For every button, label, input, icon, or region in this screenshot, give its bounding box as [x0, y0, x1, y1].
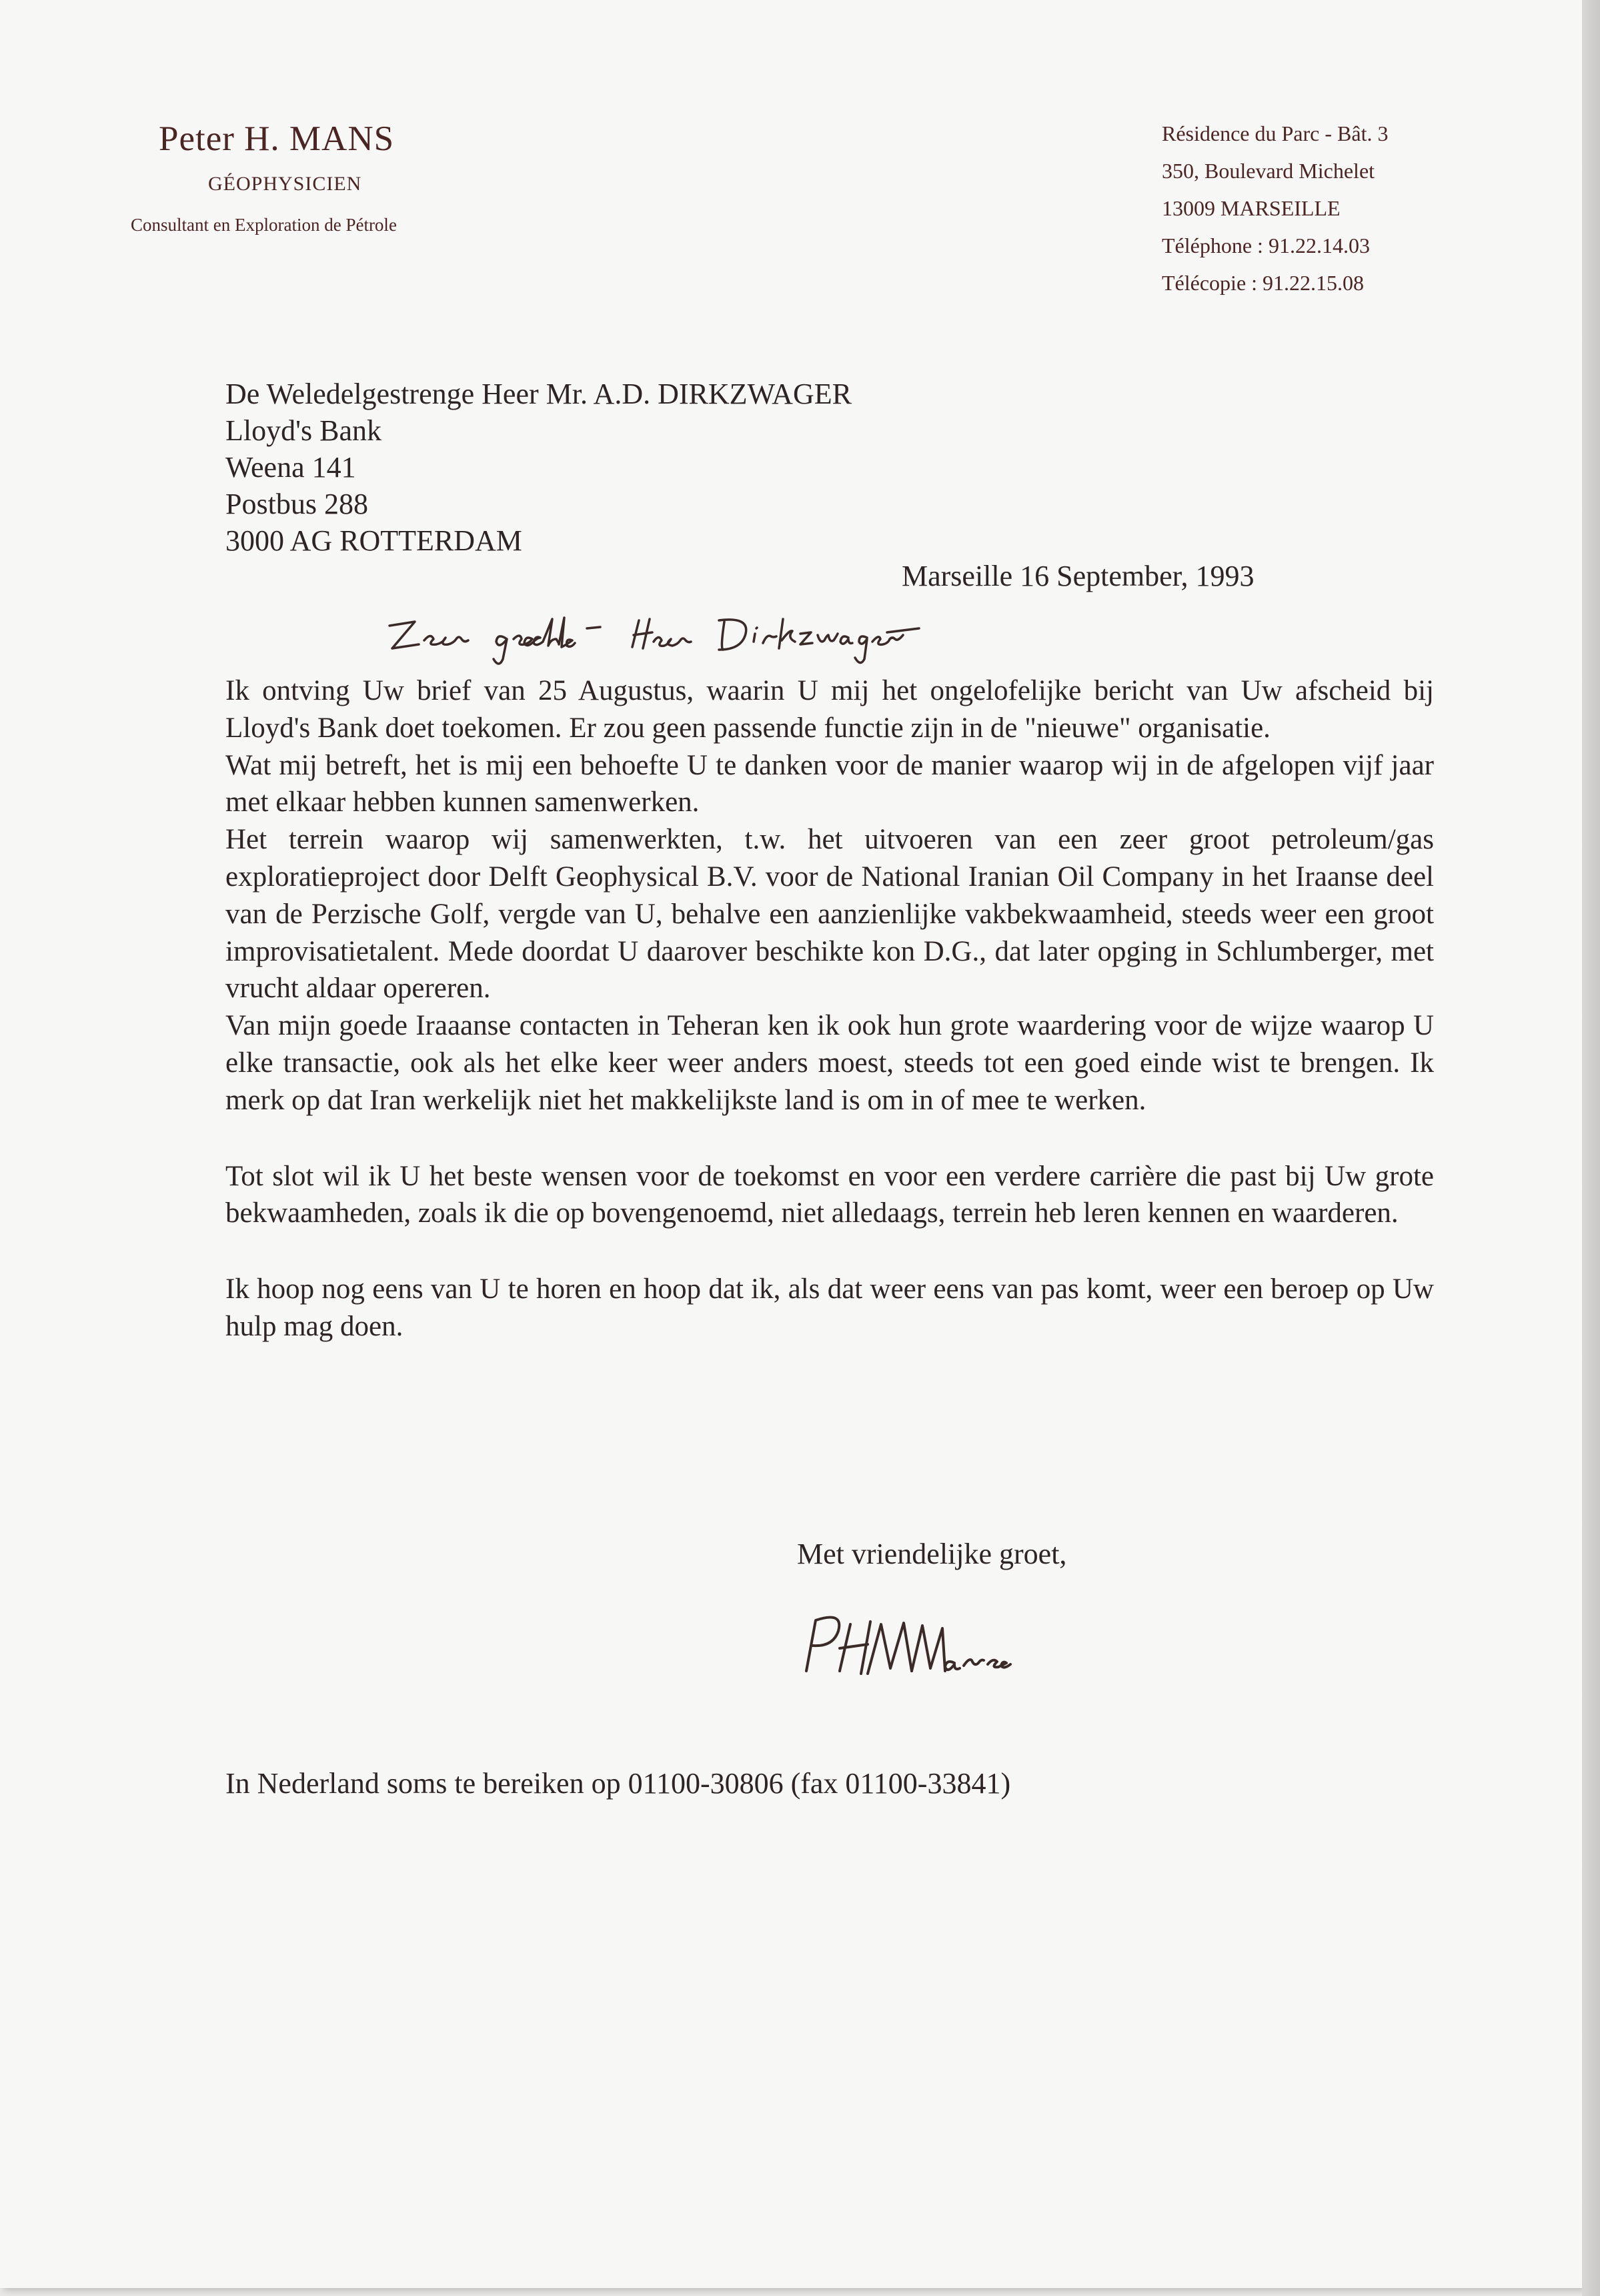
- letterhead-title: GÉOPHYSICIEN: [208, 173, 362, 195]
- recipient-line: De Weledelgestrenge Heer Mr. A.D. DIRKZWAGER: [225, 378, 852, 410]
- recipient-line: 3000 AG ROTTERDAM: [225, 524, 522, 557]
- handwritten-salutation: [385, 600, 959, 667]
- address-line: Résidence du Parc - Bât. 3: [1162, 121, 1389, 145]
- paragraph-gap: [225, 1119, 1434, 1158]
- paragraph-gap: [225, 1232, 1434, 1271]
- recipient-line: Lloyd's Bank: [225, 414, 382, 447]
- body-paragraph: Het terrein waarop wij samenwerkten, t.w. het uitvoeren van een zeer groot petroleum/gas exploratieproject door Delft Geophysical B.V. voor de National Iranian Oil Company in het Iraanse deel van de Perzische Golf, vergde van U, behalve een aanzienlijke vakbekwaamheid, steeds weer een groot improvisatietalent. Mede doordat U daarover beschikte kon D.G., dat later opging in Schlumberger, met vrucht aldaar opereren.: [225, 824, 1434, 1005]
- footer-contact: In Nederland soms te bereiken op 01100-30806 (fax 01100-33841): [225, 1767, 1011, 1800]
- body-paragraph: Ik hoop nog eens van U te horen en hoop dat ik, als dat weer eens van pas komt, weer een beroep op Uw hulp mag doen.: [225, 1273, 1434, 1342]
- body-paragraph: Van mijn goede Iraaanse contacten in Teheran ken ik ook hun grote waardering voor de wijze waarop U elke transactie, ook als het elke keer weer anders moest, steeds tot een goed einde wist te brengen. Ik merk op dat Iran werkelijk niet het makkelijkste land is om in of mee te werken.: [225, 1010, 1434, 1116]
- letterhead-subtitle: Consultant en Exploration de Pétrole: [131, 215, 397, 235]
- address-line: Télécopie : 91.22.15.08: [1162, 271, 1365, 295]
- closing: Met vriendelijke groet,: [797, 1538, 1067, 1570]
- body-paragraph: Ik ontving Uw brief van 25 Augustus, waarin U mij het ongelofelijke bericht van Uw afscheid bij Lloyd's Bank doet toekomen. Er zou geen passende functie zijn in de "nieuwe" organisatie.: [225, 675, 1434, 744]
- page-edge-shadow: [1582, 0, 1600, 2296]
- body-paragraph: Wat mij betreft, het is mij een behoefte U te danken voor de manier waarop wij in de afgelopen vijf jaar met elkaar hebben kunnen samenwerken.: [225, 749, 1434, 818]
- recipient-line: Weena 141: [225, 451, 356, 484]
- signature: [797, 1604, 1037, 1698]
- letter-body: [225, 672, 1434, 1345]
- body-paragraph: Tot slot wil ik U het beste wensen voor de toekomst en voor een verdere carrière die past bij Uw grote bekwaamheden, zoals ik die op bovengenoemd, niet alledaags, terrein heb leren kennen en waarderen.: [225, 1160, 1434, 1229]
- address-line: 13009 MARSEILLE: [1162, 196, 1341, 220]
- address-line: 350, Boulevard Michelet: [1162, 159, 1375, 183]
- letter-date: Marseille 16 September, 1993: [902, 560, 1255, 592]
- recipient-line: Postbus 288: [225, 488, 368, 520]
- letterhead-name: Peter H. MANS: [159, 119, 395, 158]
- address-line: Téléphone : 91.22.14.03: [1162, 233, 1370, 257]
- recipient-block: [225, 376, 852, 559]
- letterhead-address: [1162, 115, 1388, 302]
